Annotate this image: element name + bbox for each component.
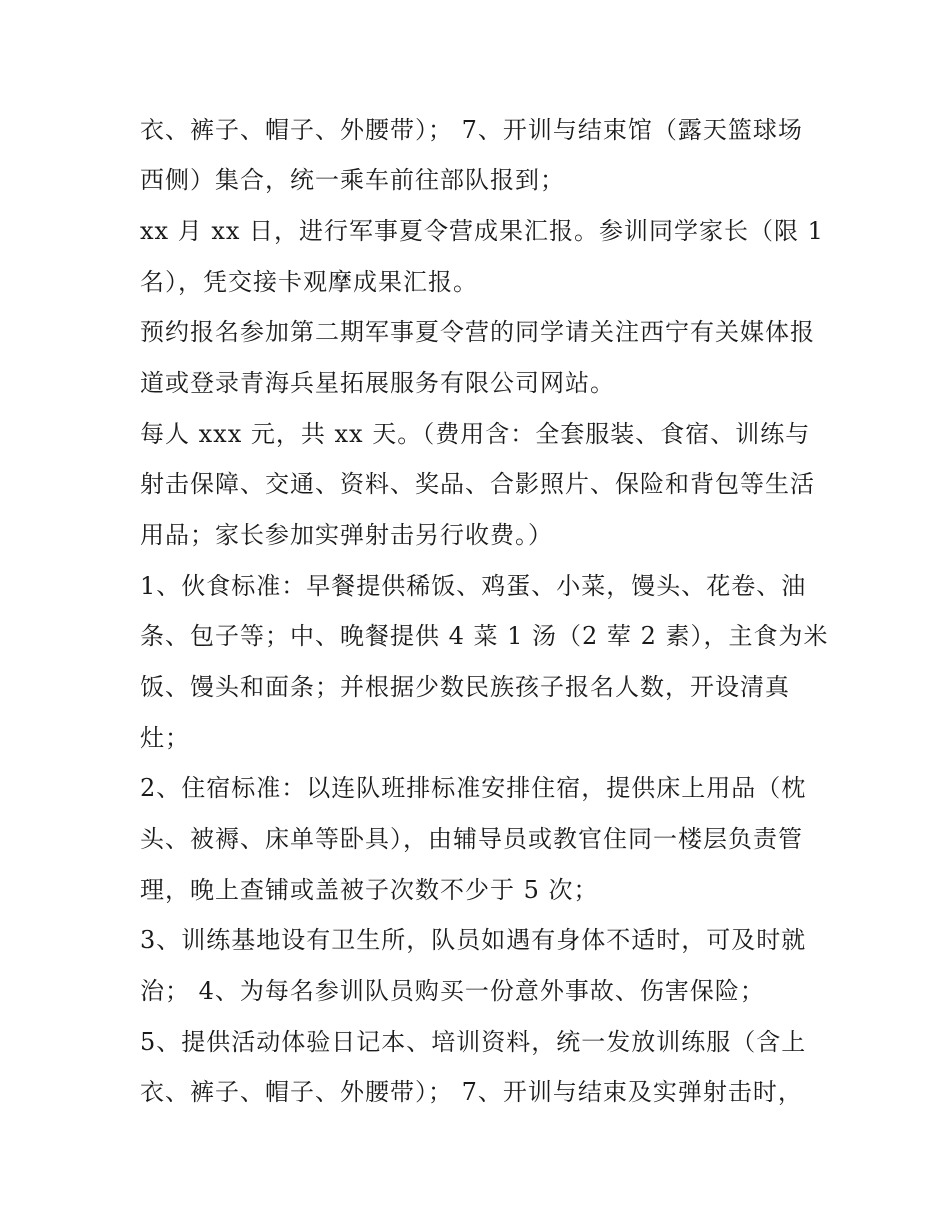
text-line: 名），凭交接卡观摩成果汇报。 bbox=[140, 268, 478, 296]
text-line: 治； 4、为每名参训队员购买一份意外事故、伤害保险； bbox=[140, 977, 765, 1005]
text-line: 道或登录青海兵星拓展服务有限公司网站。 bbox=[140, 369, 615, 397]
text-line: 衣、裤子、帽子、外腰带）； 7、开训与结束馆（露天篮球场 bbox=[140, 116, 803, 144]
text-line: 衣、裤子、帽子、外腰带）； 7、开训与结束及实弹射击时， bbox=[140, 1078, 803, 1106]
text-line: 2、住宿标准：以连队班排标准安排住宿，提供床上用品（枕 bbox=[140, 774, 807, 802]
text-line: 用品；家长参加实弹射击另行收费。） bbox=[140, 521, 553, 549]
text-line: 头、被褥、床单等卧具），由辅导员或教官住同一楼层负责管 bbox=[140, 825, 803, 853]
text-line: 1、伙食标准：早餐提供稀饭、鸡蛋、小菜，馒头、花卷、油 bbox=[140, 572, 807, 600]
text-line: 预约报名参加第二期军事夏令营的同学请关注西宁有关媒体报 bbox=[140, 318, 815, 346]
text-line: 灶； bbox=[140, 724, 190, 752]
text-line: 西侧）集合，统一乘车前往部队报到； bbox=[140, 166, 565, 194]
text-line: 饭、馒头和面条；并根据少数民族孩子报名人数，开设清真 bbox=[140, 673, 790, 701]
text-line: 3、训练基地设有卫生所，队员如遇有身体不适时，可及时就 bbox=[140, 926, 807, 954]
text-line: 5、提供活动体验日记本、培训资料，统一发放训练服（含上 bbox=[140, 1028, 807, 1056]
text-line: 条、包子等；中、晚餐提供 4 菜 1 汤（2 荤 2 素），主食为米 bbox=[140, 622, 829, 650]
text-line: 射击保障、交通、资料、奖品、合影照片、保险和背包等生活 bbox=[140, 470, 815, 498]
text-line: 每人 xxx 元，共 xx 天。（费用含：全套服装、食宿、训练与 bbox=[140, 420, 811, 448]
text-line: 理，晚上查铺或盖被子次数不少于 5 次； bbox=[140, 876, 599, 904]
text-line: xx 月 xx 日，进行军事夏令营成果汇报。参训同学家长（限 1 bbox=[140, 217, 824, 245]
